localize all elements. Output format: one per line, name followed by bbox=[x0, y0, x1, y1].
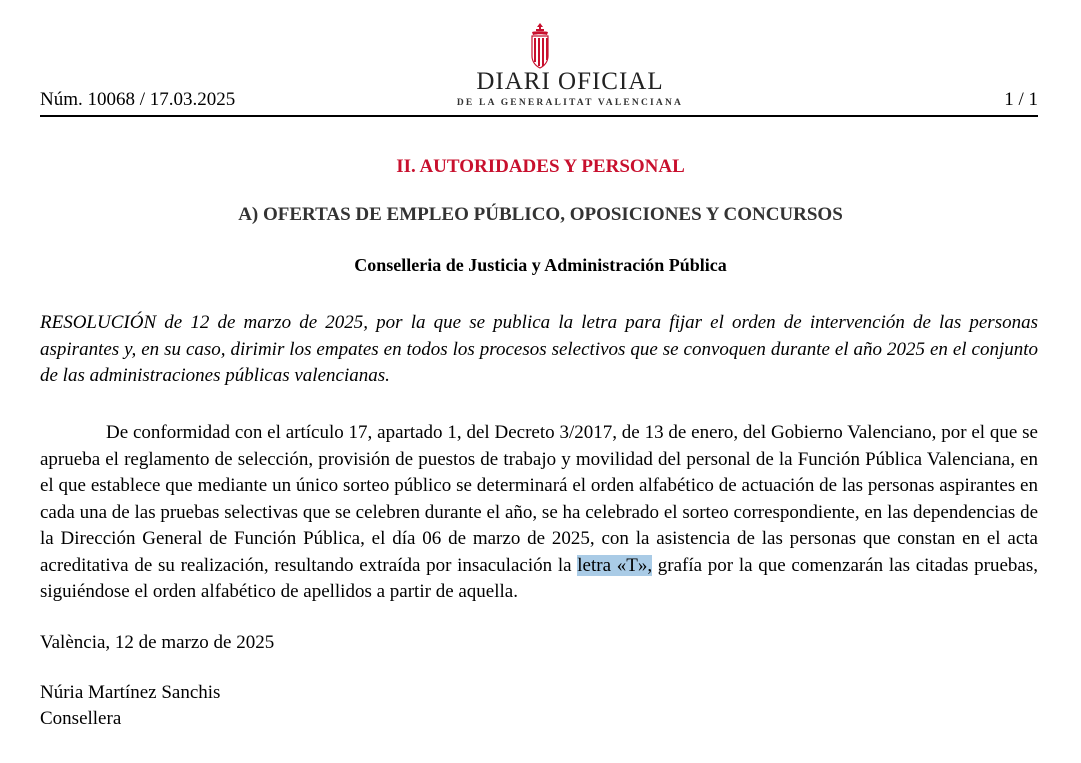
generalitat-emblem-icon bbox=[527, 22, 553, 72]
masthead-title: DIARI OFICIAL bbox=[476, 68, 664, 95]
page-header bbox=[40, 0, 1038, 118]
place-date: València, 12 de marzo de 2025 bbox=[40, 632, 275, 653]
masthead bbox=[420, 68, 720, 109]
issue-number: Núm. 10068 / 17.03.2025 bbox=[40, 89, 236, 110]
masthead-subtitle: DE LA GENERALITAT VALENCIANA bbox=[456, 98, 684, 108]
page-count: 1 / 1 bbox=[1004, 89, 1038, 110]
signer-title: Consellera bbox=[40, 708, 122, 729]
body-text-start: De conformidad con el artículo 17, apartado 1, del Decreto 3/2017, de 13 de enero, del Gobierno Valenciano, por el que se aprueba el reglamento de selección, provisión de puestos de trabajo y movilidad del personal de la Función Pública Valenciana, en el que establece que mediante un único sorteo público se determinará el orden alfabético de actuación de las personas aspirantes en cada una de las pruebas selectivas que se celebren durante el año, se ha celebrado el sorteo correspondiente, en las dependencias de la Dirección General de Función Pública, el día 06 de marzo de 2025, con la asistencia de las personas que constan en el acta acreditativa de su realización, resultando extraída por insaculación la bbox=[40, 422, 1038, 576]
resolution-heading: RESOLUCIÓN de 12 de marzo de 2025, por la que se publica la letra para fijar el orden de intervención de las personas aspirantes y, en su caso, dirimir los empates en todos los procesos selectivos que se convoquen durante el año 2025 en el conjunto de las administraciones públicas valencianas. bbox=[40, 312, 1038, 386]
department-name: Conselleria de Justicia y Administración Pública bbox=[354, 255, 727, 275]
resolution-body bbox=[40, 420, 1038, 606]
header-divider bbox=[40, 115, 1038, 117]
body-text-end: grafía por la que comenzarán las citadas pruebas, siguiéndose el orden alfabético de apellidos a partir de aquella. bbox=[40, 554, 1038, 602]
signer-name: Núria Martínez Sanchis bbox=[40, 682, 221, 703]
subsection-title: A) OFERTAS DE EMPLEO PÚBLICO, OPOSICIONES Y CONCURSOS bbox=[238, 204, 843, 225]
highlighted-text[interactable]: letra «T», bbox=[577, 554, 653, 576]
section-title: II. AUTORIDADES Y PERSONAL bbox=[396, 156, 685, 177]
